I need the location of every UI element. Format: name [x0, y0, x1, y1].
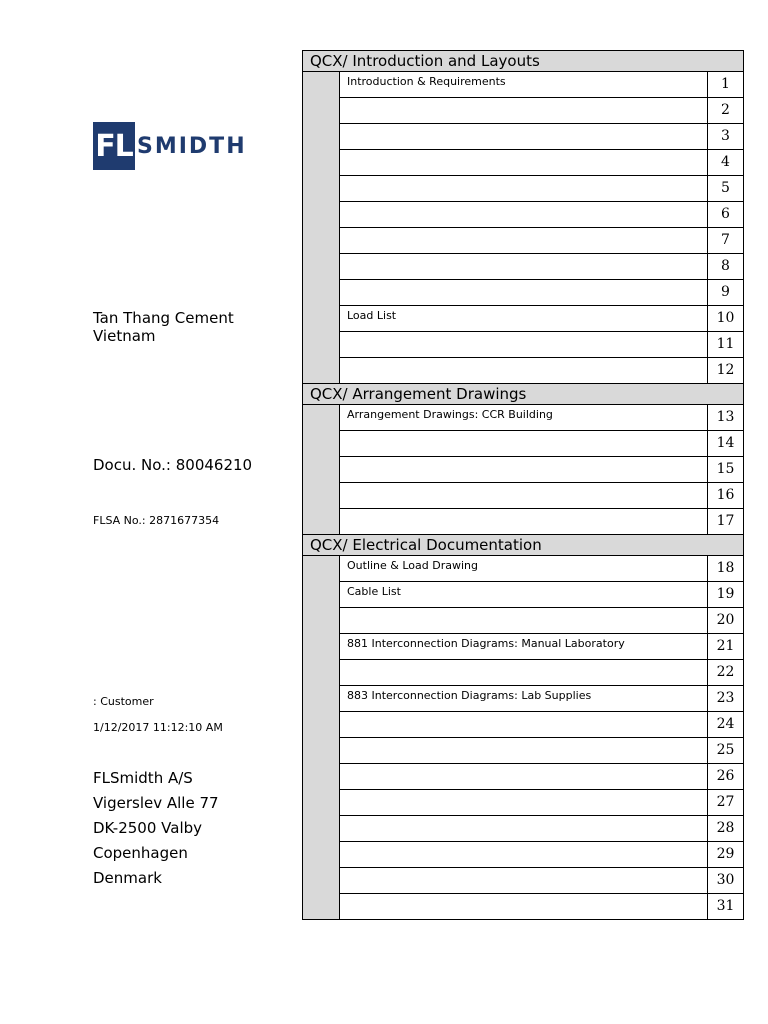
toc-row-number: 10 [716, 310, 735, 326]
toc-row-number: 13 [716, 409, 735, 425]
address-line: DK-2500 Valby [93, 819, 203, 837]
toc-row-number: 21 [716, 638, 735, 654]
toc-row [340, 764, 743, 790]
section-margin-column [303, 72, 340, 383]
toc-row-number: 24 [716, 716, 735, 732]
toc-row-label: Outline & Load Drawing [340, 556, 708, 581]
toc-row-label [340, 358, 708, 383]
toc-row-number: 30 [716, 872, 735, 888]
section-header: QCX/ Electrical Documentation [303, 535, 743, 556]
customer-name [93, 309, 293, 345]
toc-row-number: 20 [716, 612, 735, 628]
toc-row [340, 582, 743, 608]
toc-row-number: 29 [716, 846, 735, 862]
toc-row-label [340, 483, 708, 508]
toc-row-number: 11 [716, 336, 735, 352]
toc-row-number: 16 [716, 487, 735, 503]
toc-row [340, 634, 743, 660]
address-line: Copenhagen [93, 844, 188, 862]
toc-row-label [340, 228, 708, 253]
section-margin-column [303, 556, 340, 919]
toc-row-label [340, 457, 708, 482]
document-datetime: 1/12/2017 11:12:10 AM [93, 721, 223, 734]
toc-row [340, 509, 743, 534]
toc-row [340, 894, 743, 919]
document-role: : Customer [93, 695, 154, 708]
toc-row-label: Cable List [340, 582, 708, 607]
company-address [93, 766, 219, 891]
address-line: FLSmidth A/S [93, 769, 193, 787]
toc-row-label [340, 764, 708, 789]
toc-row [340, 358, 743, 383]
toc-row-label [340, 660, 708, 685]
document-number: Docu. No.: 80046210 [93, 456, 253, 474]
toc-row-number: 18 [716, 560, 735, 576]
toc-row-number: 1 [721, 76, 730, 92]
logo-wordmark: SMIDTH [137, 133, 247, 159]
toc-row [340, 686, 743, 712]
toc-row-label: Introduction & Requirements [340, 72, 708, 97]
toc-row-number: 27 [716, 794, 735, 810]
toc-row-label [340, 816, 708, 841]
toc-row [340, 556, 743, 582]
toc-row-number: 19 [716, 586, 735, 602]
toc-row [340, 72, 743, 98]
toc-row [340, 660, 743, 686]
toc-row [340, 816, 743, 842]
section-body [303, 405, 743, 535]
toc-row-label [340, 431, 708, 456]
toc-row-label: 883 Interconnection Diagrams: Lab Supplies [340, 686, 708, 711]
toc-row-label [340, 150, 708, 175]
toc-row [340, 176, 743, 202]
toc-row-number: 2 [721, 102, 730, 118]
toc-row-label [340, 98, 708, 123]
toc-row-number: 17 [716, 513, 735, 529]
toc-row-label [340, 124, 708, 149]
toc-row [340, 790, 743, 816]
toc-row-number: 4 [721, 154, 730, 170]
toc-row-number: 8 [721, 258, 730, 274]
toc-row [340, 280, 743, 306]
section-header: QCX/ Arrangement Drawings [303, 384, 743, 405]
toc-row-number: 6 [721, 206, 730, 222]
toc-row-number: 15 [716, 461, 735, 477]
toc-row-number: 3 [721, 128, 730, 144]
toc-row-number: 25 [716, 742, 735, 758]
section-header: QCX/ Introduction and Layouts [303, 51, 743, 72]
toc-row-label [340, 842, 708, 867]
toc-row-number: 12 [716, 362, 735, 378]
toc-row-label [340, 738, 708, 763]
toc-row [340, 98, 743, 124]
toc-row [340, 483, 743, 509]
toc-row [340, 405, 743, 431]
company-logo [93, 122, 247, 170]
toc-row-number: 9 [721, 284, 730, 300]
toc-row [340, 431, 743, 457]
flsa-number: FLSA No.: 2871677354 [93, 514, 220, 527]
customer-name-line1: Tan Thang Cement [93, 309, 234, 327]
toc-row [340, 124, 743, 150]
toc-row-number: 28 [716, 820, 735, 836]
toc-row [340, 868, 743, 894]
toc-row [340, 332, 743, 358]
toc-row-label [340, 712, 708, 737]
toc-row-number: 31 [716, 898, 735, 914]
toc-row-label [340, 868, 708, 893]
toc-row [340, 150, 743, 176]
toc-row-number: 7 [721, 232, 730, 248]
toc-row-label [340, 894, 708, 919]
section-body [303, 72, 743, 384]
toc-row [340, 842, 743, 868]
table-of-contents [302, 50, 744, 920]
section-body [303, 556, 743, 920]
customer-name-line2: Vietnam [93, 327, 156, 345]
toc-row [340, 738, 743, 764]
toc-row-number: 26 [716, 768, 735, 784]
toc-row-number: 14 [716, 435, 735, 451]
toc-row-label: 881 Interconnection Diagrams: Manual Laboratory [340, 634, 708, 659]
toc-row [340, 712, 743, 738]
toc-row-label [340, 280, 708, 305]
logo-mark: FL [93, 122, 135, 170]
address-line: Vigerslev Alle 77 [93, 794, 219, 812]
toc-row-label [340, 254, 708, 279]
toc-row-label: Arrangement Drawings: CCR Building [340, 405, 708, 430]
toc-row [340, 254, 743, 280]
section-margin-column [303, 405, 340, 534]
toc-row [340, 306, 743, 332]
toc-row-label [340, 790, 708, 815]
toc-row-number: 23 [716, 690, 735, 706]
toc-row [340, 202, 743, 228]
toc-row-label [340, 608, 708, 633]
toc-row-label [340, 509, 708, 534]
toc-row [340, 608, 743, 634]
toc-row-number: 22 [716, 664, 735, 680]
toc-row [340, 228, 743, 254]
toc-row-label [340, 202, 708, 227]
address-line: Denmark [93, 869, 162, 887]
toc-row-number: 5 [721, 180, 730, 196]
toc-row-label [340, 176, 708, 201]
toc-row [340, 457, 743, 483]
toc-row-label: Load List [340, 306, 708, 331]
toc-row-label [340, 332, 708, 357]
